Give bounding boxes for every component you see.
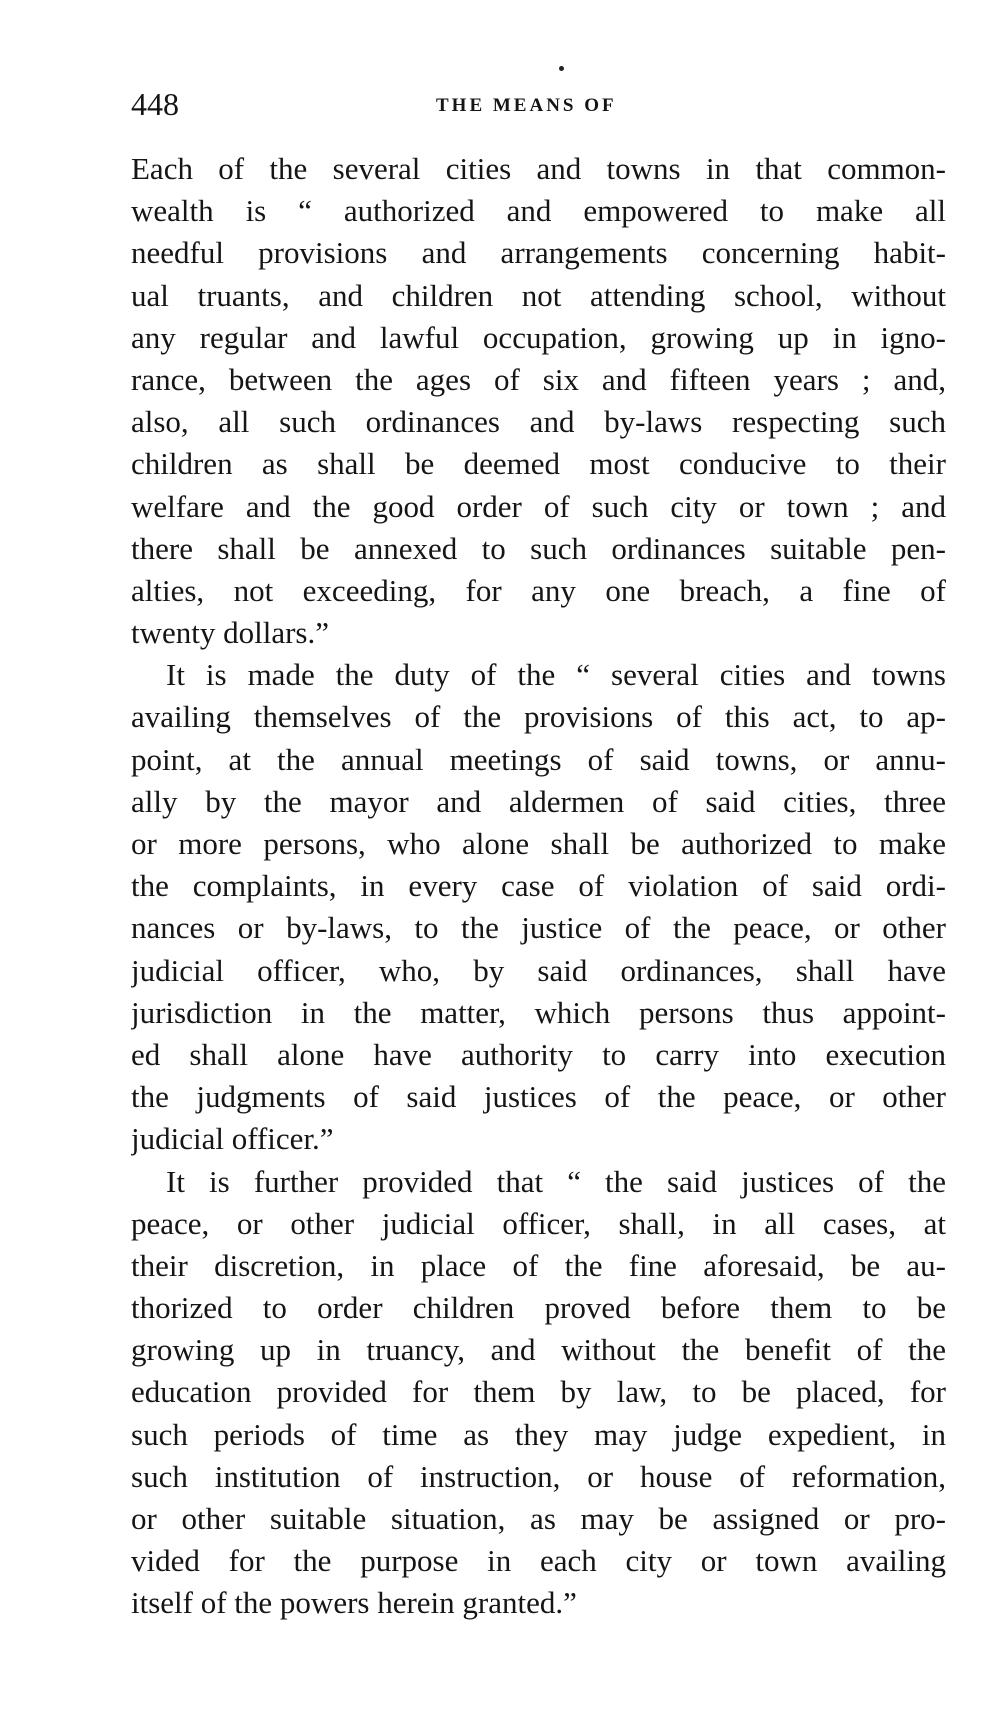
text-line: vided for the purpose in each city or town availing [131,1543,946,1579]
text-line: rance, between the ages of six and fifteen years ; and, [131,361,946,397]
text-line: their discretion, in place of the fine aforesaid, be au- [131,1247,946,1283]
text-line: twenty dollars.” [131,615,330,651]
text-line: such periods of time as they may judge expedient, in [131,1416,946,1452]
text-line: any regular and lawful occupation, growing up in igno- [131,319,946,355]
text-line: children as shall be deemed most conducive to their [131,446,946,482]
text-line: growing up in truancy, and without the benefit of the [131,1332,946,1368]
text-line: needful provisions and arrangements concerning habit- [131,235,946,271]
text-line: judicial officer, who, by said ordinances, shall have [131,952,946,988]
text-line: wealth is “ authorized and empowered to make all [131,193,946,229]
text-line: the judgments of said justices of the peace, or other [131,1079,946,1115]
text-line: ally by the mayor and aldermen of said cities, three [131,783,946,819]
text-line: such institution of instruction, or house of reformation, [131,1458,946,1494]
running-title: THE MEANS OF [436,95,617,116]
text-line: thorized to order children proved before them to be [131,1290,946,1326]
text-line: there shall be annexed to such ordinances suitable pen- [131,530,946,566]
body-text [131,148,946,1625]
text-line: Each of the several cities and towns in that common- [131,151,946,186]
text-line: education provided for them by law, to be placed, for [131,1374,946,1410]
text-line: itself of the powers herein granted.” [131,1585,577,1621]
page-number: 448 [131,86,179,122]
text-line: It is made the duty of the “ several cities and towns [166,657,946,693]
text-line: or other suitable situation, as may be assigned or pro- [131,1501,946,1536]
text-line: peace, or other judicial officer, shall, in all cases, at [131,1205,946,1241]
text-line: nances or by-laws, to the justice of the peace, or other [131,910,946,946]
text-line: also, all such ordinances and by-laws respecting such [131,404,946,440]
text-line: judicial officer.” [131,1121,334,1157]
text-line: It is further provided that “ the said justices of the [166,1163,946,1199]
text-line: alties, not exceeding, for any one breach, a fine of [131,572,946,608]
text-line: the complaints, in every case of violation of said ordi- [131,868,946,904]
text-line: welfare and the good order of such city or town ; and [131,488,946,524]
text-line: ual truants, and children not attending school, without [131,277,946,313]
text-line: point, at the annual meetings of said towns, or annu- [131,741,946,777]
text-line: availing themselves of the provisions of this act, to ap- [131,699,946,735]
running-head [131,84,946,124]
text-line: ed shall alone have authority to carry into execution [131,1036,946,1072]
ink-speck [559,66,564,71]
text-line: jurisdiction in the matter, which persons thus appoint- [131,994,946,1030]
text-line: or more persons, who alone shall be authorized to make [131,826,946,861]
